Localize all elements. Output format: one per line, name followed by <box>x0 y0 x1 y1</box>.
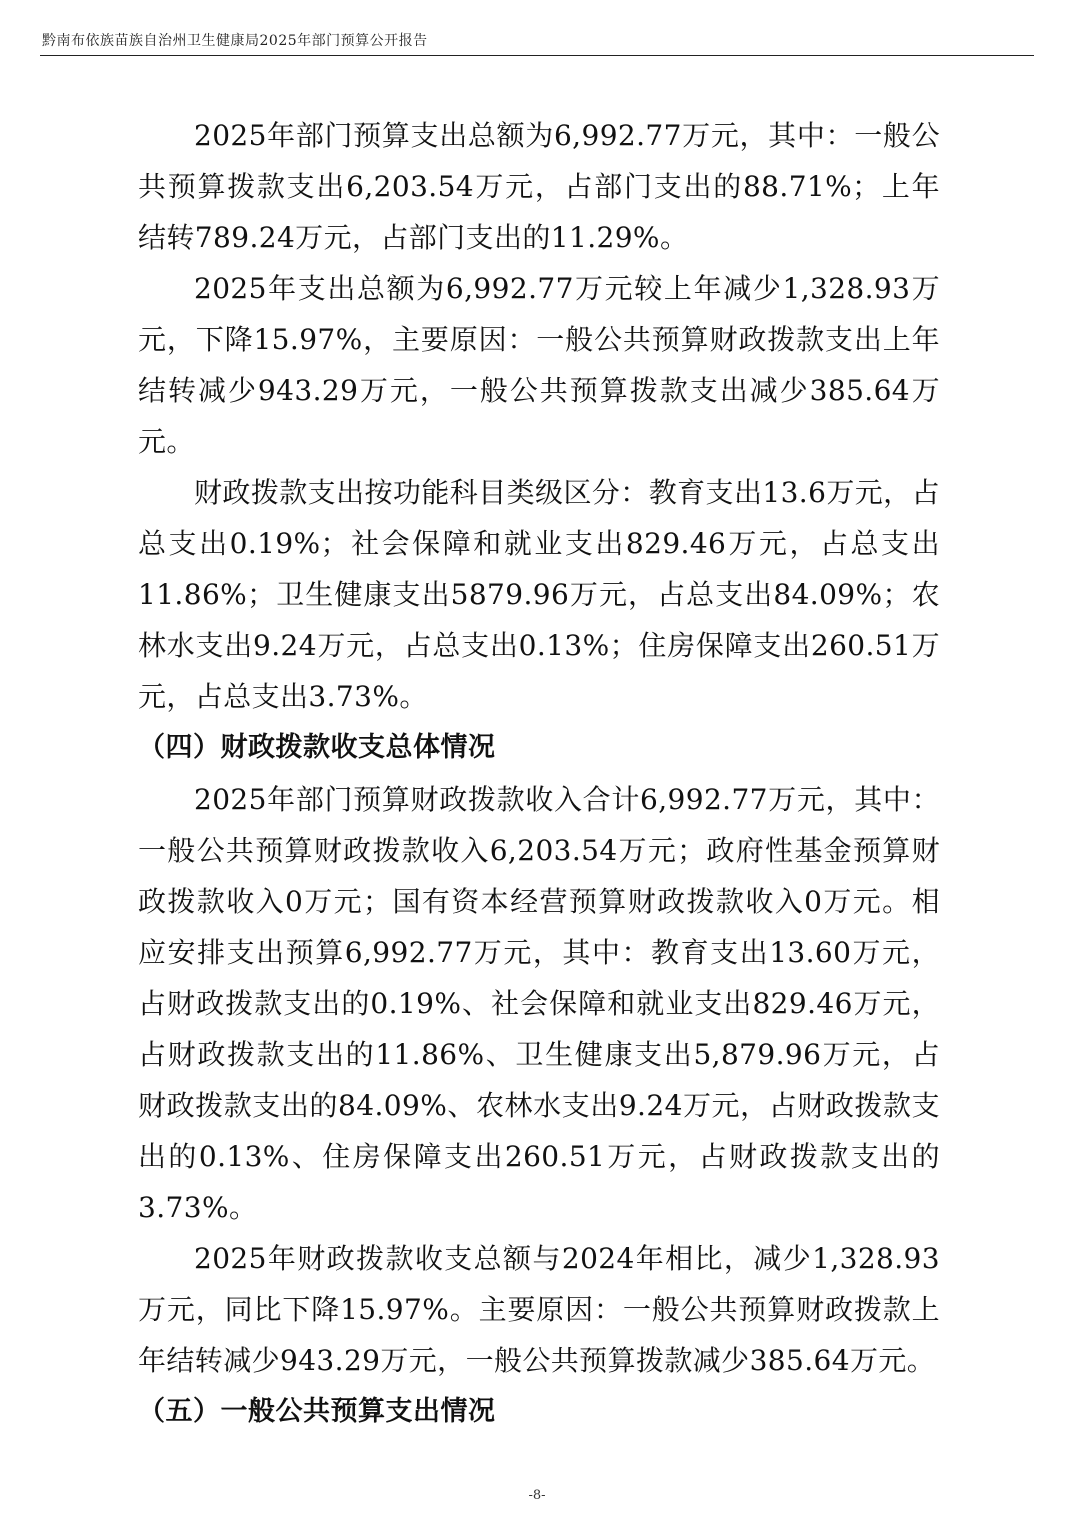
paragraph-appropriation-change: 2025年财政拨款收支总额与2024年相比，减少1,328.93万元，同比下降15.97%。主要原因：一般公共预算财政拨款上年结转减少943.29万元，一般公共预算拨款减少385.64万元。 <box>138 1242 940 1377</box>
paragraph-functional-breakdown: 财政拨款支出按功能科目类级区分：教育支出13.6万元，占总支出0.19%；社会保障和就业支出829.46万元，占总支出11.86%；卫生健康支出5879.96万元，占总支出84.09%；农林水支出9.24万元，占总支出0.13%；住房保障支出260.51万元，占总支出3.73%。 <box>138 476 940 713</box>
section-heading-5: （五）一般公共预算支出情况 <box>138 1396 496 1427</box>
paragraph-appropriation-overview: 2025年部门预算财政拨款收入合计6,992.77万元，其中：一般公共预算财政拨款收入6,203.54万元；政府性基金预算财政拨款收入0万元；国有资本经营预算财政拨款收入0万元。相应安排支出预算6,992.77万元，其中：教育支出13.60万元，占财政拨款支出的0.19%、社会保障和就业支出829.46万元，占财政拨款支出的11.86%、卫生健康支出5,879.96万元，占财政拨款支出的84.09%、农林水支出9.24万元，占财政拨款支出的0.13%、住房保障支出260.51万元，占财政拨款支出的3.73%。 <box>138 783 940 1224</box>
section-heading-4: （四）财政拨款收支总体情况 <box>138 732 496 763</box>
paragraph-expenditure-change: 2025年支出总额为6,992.77万元较上年减少1,328.93万元，下降15.97%，主要原因：一般公共预算财政拨款支出上年结转减少943.29万元，一般公共预算拨款支出减少385.64万元。 <box>138 272 940 458</box>
header-divider <box>40 55 1034 56</box>
paragraph-expenditure-total: 2025年部门预算支出总额为6,992.77万元，其中：一般公共预算拨款支出6,203.54万元，占部门支出的88.71%；上年结转789.24万元，占部门支出的11.29%。 <box>138 119 940 254</box>
document-body <box>138 110 940 1438</box>
page-number: -8- <box>528 1488 546 1503</box>
page-header-title: 黔南布依族苗族自治州卫生健康局2025年部门预算公开报告 <box>42 33 428 49</box>
